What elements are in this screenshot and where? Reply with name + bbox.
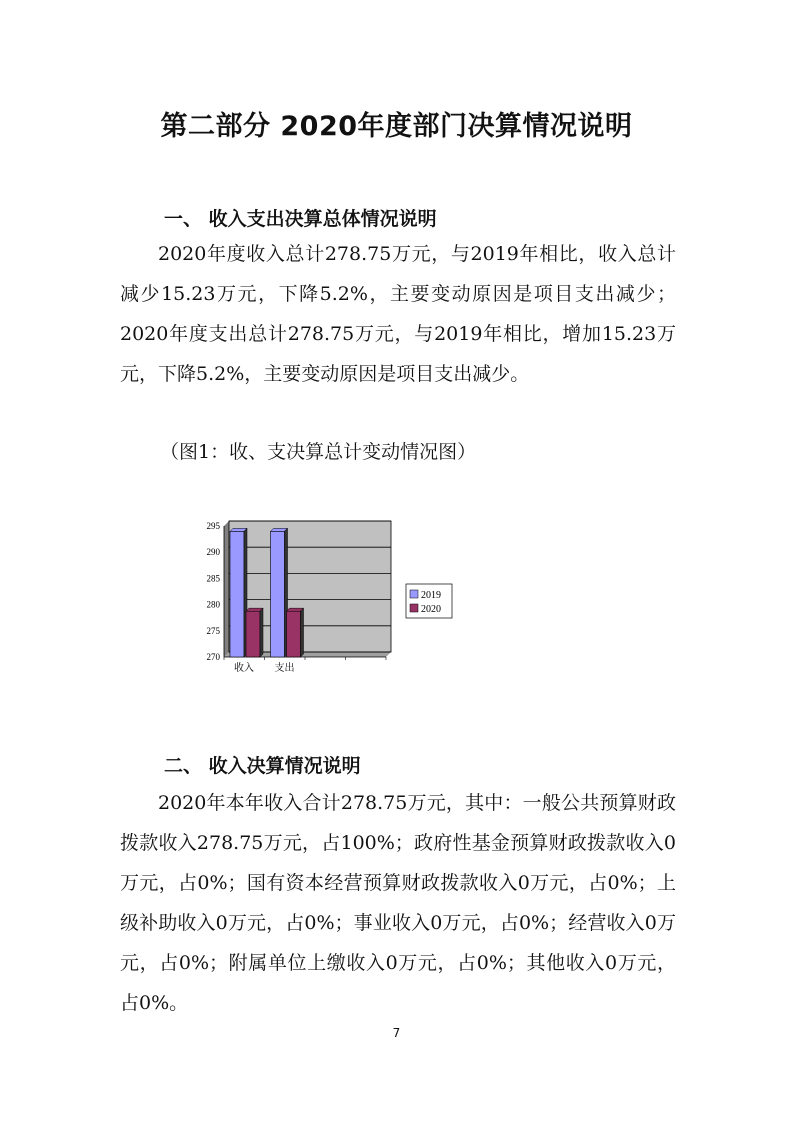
chart-ytick-label: 275 <box>206 625 220 636</box>
chart-ytick-label: 290 <box>206 547 220 558</box>
chart-legend-swatch <box>410 604 418 612</box>
chart-bar <box>246 611 260 657</box>
chart-legend-label: 2020 <box>421 604 441 615</box>
section1-paragraph: 2020年度收入总计278.75万元，与2019年相比，收入总计减少15.23万元，下降5.2%，主要变动原因是项目支出减少；2020年度支出总计278.75万元，与2019年相比，增加15.23万元，下降5.2%，主要变动原因是项目支出减少。 <box>120 243 676 385</box>
section1-heading: 一、 收入支出决算总体情况说明 <box>164 208 437 230</box>
chart-legend-swatch <box>410 590 418 598</box>
chart-ytick-label: 270 <box>206 652 220 662</box>
income-expense-chart <box>194 516 464 680</box>
figure-caption: （图1：收、支决算总计变动情况图） <box>160 441 477 463</box>
chart-bar-side <box>260 608 263 657</box>
chart-side-wall <box>224 521 229 657</box>
chart-xtick-label: 收入 <box>234 663 254 674</box>
chart-bar-side <box>301 608 304 657</box>
page-title: 第二部分 2020年度部门决算情况说明 <box>160 111 633 142</box>
page-number: 7 <box>392 1026 401 1040</box>
section2-heading: 二、 收入决算情况说明 <box>164 755 361 777</box>
chart-bar <box>287 611 301 657</box>
chart-bar <box>230 531 244 657</box>
chart-ytick-label: 280 <box>206 599 220 610</box>
chart-bar <box>271 531 285 657</box>
chart-xtick-label: 支出 <box>274 663 295 674</box>
section2-paragraph: 2020年本年收入合计278.75万元，其中：一般公共预算财政拨款收入278.75万元，占100%；政府性基金预算财政拨款收入0万元，占0%；国有资本经营预算财政拨款收入0万元，占0%；上级补助收入0万元，占0%；事业收入0万元，占0%；经营收入0万元，占0%；附属单位上缴收入0万元，占0%；其他收入0万元，占0%。 <box>120 792 676 1014</box>
chart-ytick-label: 295 <box>206 521 220 531</box>
chart-legend-label: 2019 <box>421 590 441 601</box>
chart-ytick-label: 285 <box>206 573 220 584</box>
